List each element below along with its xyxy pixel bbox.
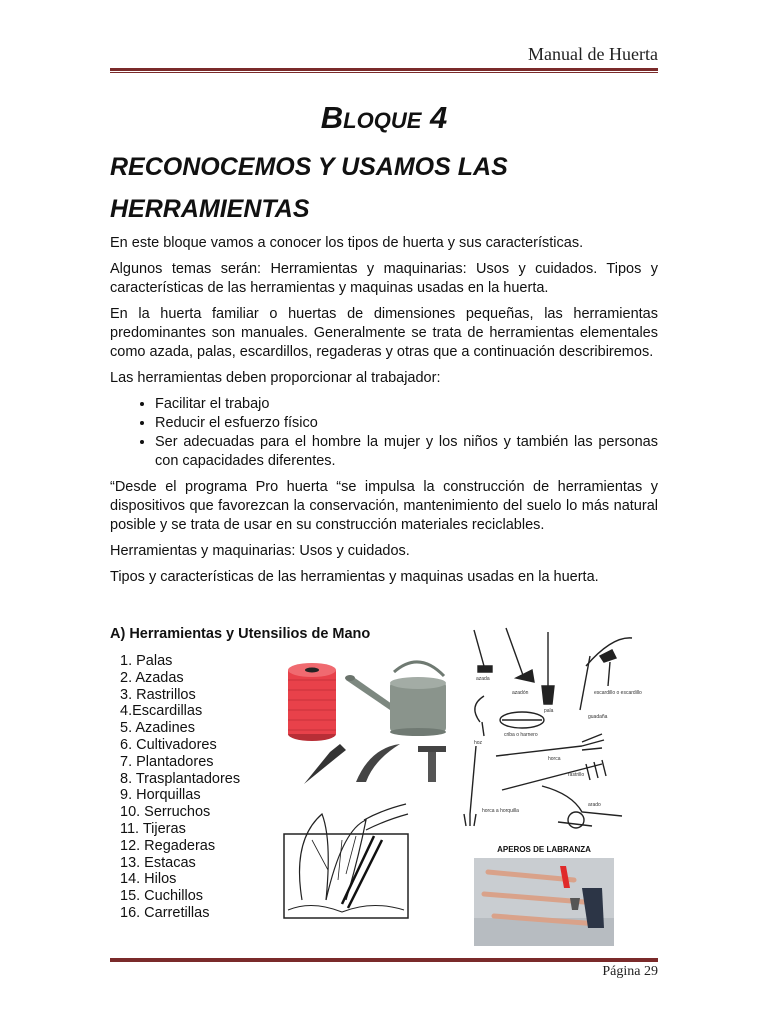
bullet-item: • Ser adecuadas para el hombre la mujer y los niños y también las personas con capacidades diferentes. — [155, 433, 658, 471]
tools-diagram — [462, 626, 642, 840]
list-item: 13. Estacas — [120, 854, 196, 871]
list-item: 3. Rastrillos — [120, 686, 196, 703]
paragraph: “Desde el programa Pro huerta “se impulsa la construcción de herramientas y dispositivos que favorezcan la conservación, mantenimiento del suelo lo más natural posible y se trata de usar en su construcción materiales reciclables. — [110, 479, 658, 533]
label-pala: pala — [544, 708, 554, 714]
label-criba: criba o harnero — [504, 732, 538, 738]
paragraph: Las herramientas deben proporcionar al trabajador: — [110, 370, 441, 386]
list-item: 10. Serruchos — [120, 804, 211, 821]
list-item: 1. Palas — [120, 653, 173, 669]
list-item: 7. Plantadores — [120, 753, 214, 770]
label-azada: azada — [476, 676, 490, 682]
label-arado: arado — [588, 802, 601, 808]
list-item: 8. Trasplantadores — [120, 770, 241, 787]
page-number: Página 29 — [602, 964, 658, 979]
twine-spool-illustration — [284, 660, 340, 742]
header-rule — [110, 68, 658, 73]
label-horca: horca — [548, 756, 561, 762]
paragraph: En este bloque vamos a conocer los tipos de huerta y sus características. — [110, 235, 584, 251]
list-item: 14. Hilos — [120, 871, 177, 888]
farm-implements-photo — [474, 858, 614, 946]
label-horca-horquilla: horca a horquilla — [482, 808, 519, 814]
list-item: 4.Escardillas — [120, 703, 203, 720]
list-item: 12. Regaderas — [120, 837, 216, 854]
label-hoz: hoz — [474, 740, 483, 746]
hand-tools-illustration — [300, 738, 450, 788]
body-text — [110, 234, 658, 594]
aperos-caption: APEROS DE LABRANZA — [497, 845, 591, 854]
bullet-item: • Reducir el esfuerzo físico — [155, 414, 658, 433]
list-item: 2. Azadas — [120, 669, 184, 686]
list-item: 9. Horquillas — [120, 787, 201, 804]
watering-can-illustration — [344, 656, 456, 736]
label-escardillo: escardillo o escardillo — [594, 690, 642, 696]
footer-rule — [110, 957, 658, 962]
block-title: Bloque 4 — [320, 100, 448, 135]
list-item: 11. Tijeras — [120, 820, 186, 837]
list-item: 15. Cuchillos — [120, 888, 204, 905]
label-guadana: guadaña — [588, 714, 608, 720]
list-item: 16. Carretillas — [120, 904, 210, 921]
label-rastrillo: rastrillo — [568, 772, 585, 778]
running-header: Manual de Huerta — [528, 44, 658, 64]
paragraph: En la huerta familiar o huertas de dimensiones pequeñas, las herramientas predominantes son manuales. Generalmente se trata de herramientas elementales como azada, palas, escardillos, regaderas y otras que a continuación describiremos. — [110, 306, 658, 360]
bullet-item: • Facilitar el trabajo — [155, 395, 658, 414]
bullet-list — [110, 395, 658, 471]
transplanting-sketch — [282, 800, 412, 920]
tools-list — [120, 653, 240, 922]
paragraph: Tipos y características de las herramientas y maquinas usadas en la huerta. — [110, 569, 599, 585]
label-azadon: azadón — [512, 690, 529, 696]
list-item: 5. Azadines — [120, 720, 195, 737]
list-item: 6. Cultivadores — [120, 736, 217, 753]
paragraph: Algunos temas serán: Herramientas y maquinarias: Usos y cuidados. Tipos y características de las herramientas y maquinas usadas en la huerta. — [110, 261, 658, 296]
paragraph: Herramientas y maquinarias: Usos y cuidados. — [110, 543, 410, 559]
block-subtitle: RECONOCEMOS Y USAMOS LAS HERRAMIENTAS — [110, 153, 508, 223]
section-heading: A) Herramientas y Utensilios de Mano — [110, 626, 371, 642]
